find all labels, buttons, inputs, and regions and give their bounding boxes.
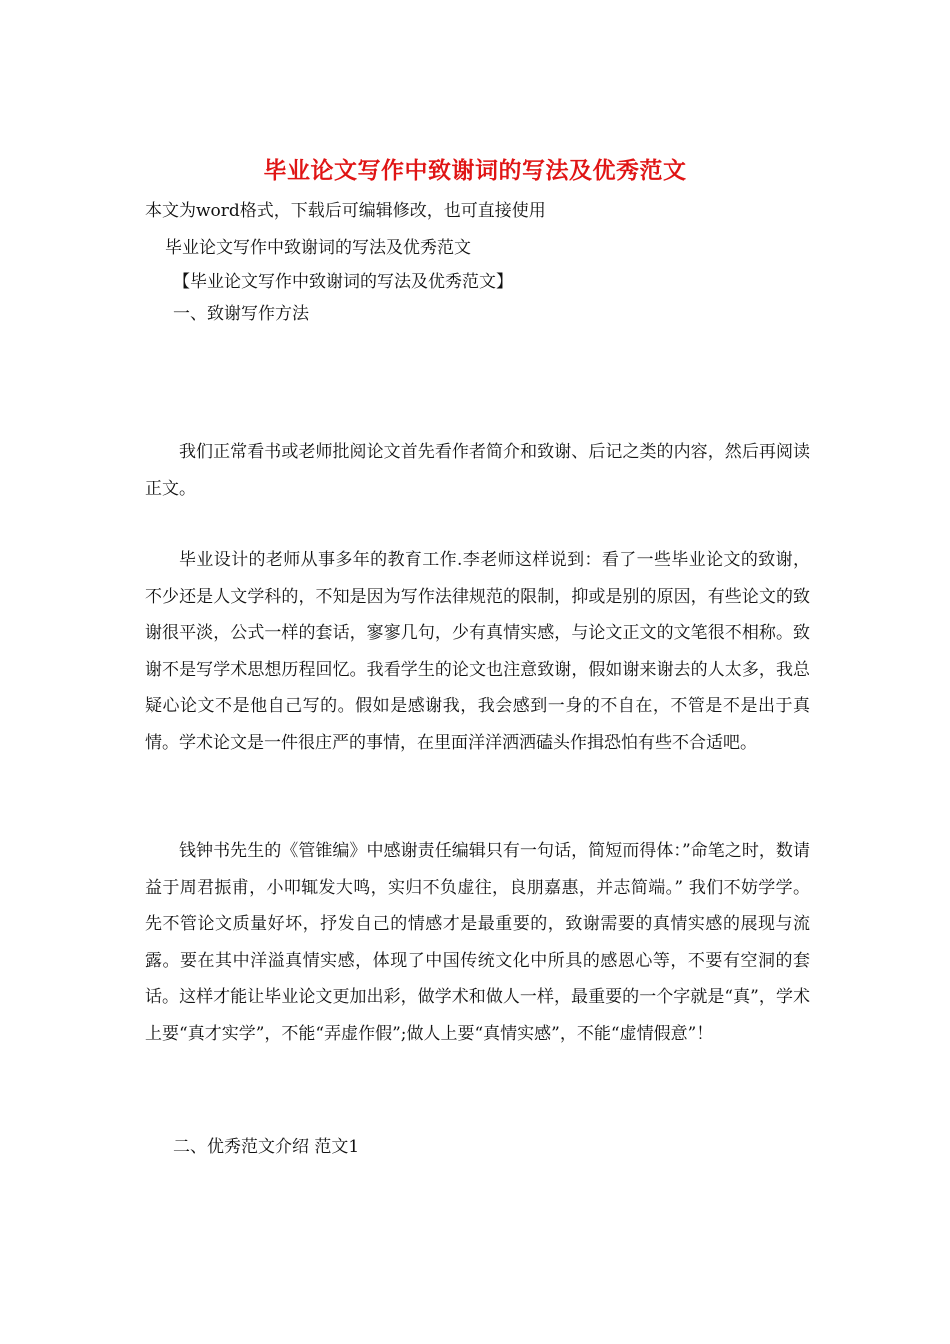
document-subtitle: 毕业论文写作中致谢词的写法及优秀范文 [165,238,471,258]
paragraph-3: 钱钟书先生的《管锥编》中感谢责任编辑只有一句话，简短而得体：”命笔之时，数请益于周君振甫，小叩辄发大鸣，实归不负虚往，良朋嘉惠，并志简端。” 我们不妨学学。先不管论文质量好坏，抒发自己的情感才是最重要的，致谢需要的真情实感的展现与流露。要在其中洋溢真情实感，体现了中国传统文化中所具的感恩心等，不要有空洞的套话。这样才能让毕业论文更加出彩，做学术和做人一样，最重要的一个字就是“真”，学术上要“真才实学”，不能“弄虚作假”;做人上要“真情实感”，不能“虚情假意”！ [145,841,810,1044]
bracket-title: 【毕业论文写作中致谢词的写法及优秀范文】 [173,272,513,292]
document-title: 毕业论文写作中致谢词的写法及优秀范文 [263,157,687,184]
section-heading-1: 一、致谢写作方法 [173,304,309,324]
paragraph-2: 毕业设计的老师从事多年的教育工作.李老师这样说到：看了一些毕业论文的致谢，不少还是人文学科的，不知是因为写作法律规范的限制，抑或是别的原因，有些论文的致谢很平淡，公式一样的套话，寥寥几句，少有真情实感，与论文正文的文笔很不相称。致谢不是写学术思想历程回忆。我看学生的论文也注意致谢，假如谢来谢去的人太多，我总疑心论文不是他自己写的。假如是感谢我，我会感到一身的不自在，不管是不是出于真情。学术论文是一件很庄严的事情，在里面洋洋洒洒磕头作揖恐怕有些不合适吧。 [145,550,810,753]
format-notice: 本文为word格式，下载后可编辑修改，也可直接使用 [145,201,546,221]
paragraph-1: 我们正常看书或老师批阅论文首先看作者简介和致谢、后记之类的内容，然后再阅读正文。 [145,442,810,499]
section-heading-2: 二、优秀范文介绍 范文1 [173,1137,360,1157]
